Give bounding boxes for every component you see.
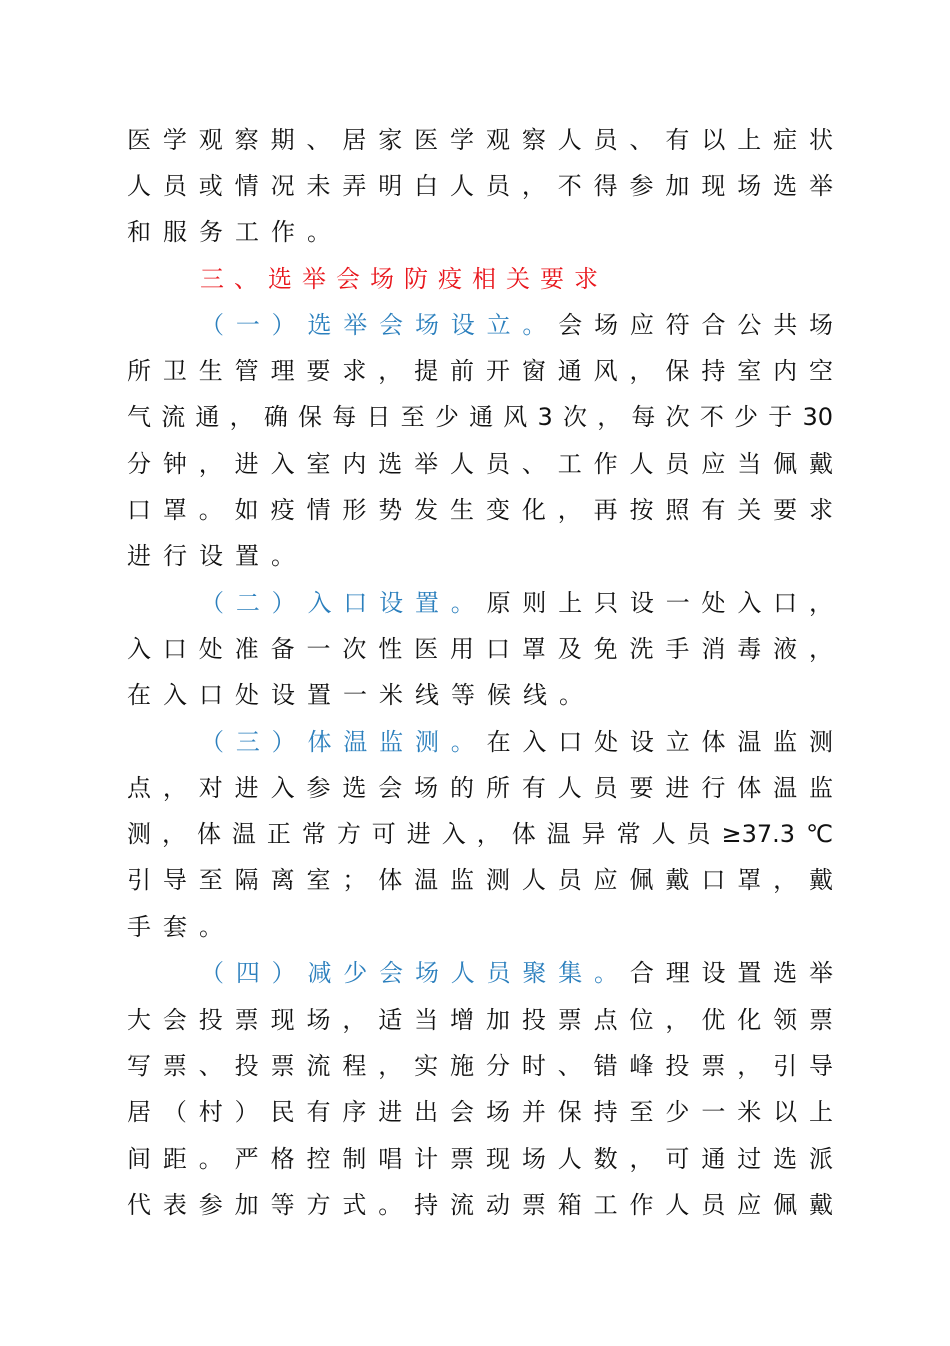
- paragraph-first-line: [200, 302, 833, 348]
- text-line: 口罩。如疫情形势发生变化，再按照有关要求: [127, 496, 833, 524]
- paragraph-text: 原则上只设一处入口，: [486, 589, 833, 617]
- paragraph-first-line: [200, 580, 833, 626]
- subheading-4: （四）减少会场人员聚集。: [200, 959, 630, 987]
- subheading-2: （二）入口设置。: [200, 589, 487, 617]
- text-line: 所卫生管理要求，提前开窗通风，保持室内空: [127, 357, 833, 385]
- text-line: 测，体温正常方可进入，体温异常人员≥37.3℃: [127, 820, 833, 848]
- text-line: 分钟，进入室内选举人员、工作人员应当佩戴: [127, 450, 833, 478]
- text-line: 气流通，确保每日至少通风3次，每次不少于30: [127, 403, 833, 431]
- paragraph-first-line: [200, 950, 833, 996]
- text-line: 在入口处设置一米线等候线。: [127, 681, 595, 709]
- text-line: 点，对进入参选会场的所有人员要进行体温监: [127, 774, 833, 802]
- section-heading: 三、选举会场防疫相关要求: [200, 265, 608, 293]
- text-line: 手套。: [127, 913, 235, 941]
- text-line: 居（村）民有序进出会场并保持至少一米以上: [127, 1098, 833, 1126]
- paragraph-text: 会场应符合公共场: [558, 311, 833, 339]
- paragraph-first-line: [200, 719, 833, 765]
- text-line: 间距。严格控制唱计票现场人数，可通过选派: [127, 1145, 833, 1173]
- paragraph-text: 在入口处设立体温监测: [486, 728, 833, 756]
- text-line: 引导至隔离室；体温监测人员应佩戴口罩，戴: [127, 866, 833, 894]
- text-line: 代表参加等方式。持流动票箱工作人员应佩戴: [127, 1191, 833, 1219]
- text-line: 大会投票现场，适当增加投票点位，优化领票: [127, 1006, 833, 1034]
- text-line: 医学观察期、居家医学观察人员、有以上症状: [127, 126, 833, 154]
- text-line: 入口处准备一次性医用口罩及免洗手消毒液，: [127, 635, 833, 663]
- text-line: 人员或情况未弄明白人员，不得参加现场选举: [127, 172, 833, 200]
- text-line: 和服务工作。: [127, 218, 343, 246]
- subheading-3: （三）体温监测。: [200, 728, 487, 756]
- subheading-1: （一）选举会场设立。: [200, 311, 559, 339]
- paragraph-text: 合理设置选举: [629, 959, 833, 987]
- text-line: 写票、投票流程，实施分时、错峰投票，引导: [127, 1052, 833, 1080]
- text-line: 进行设置。: [127, 542, 307, 570]
